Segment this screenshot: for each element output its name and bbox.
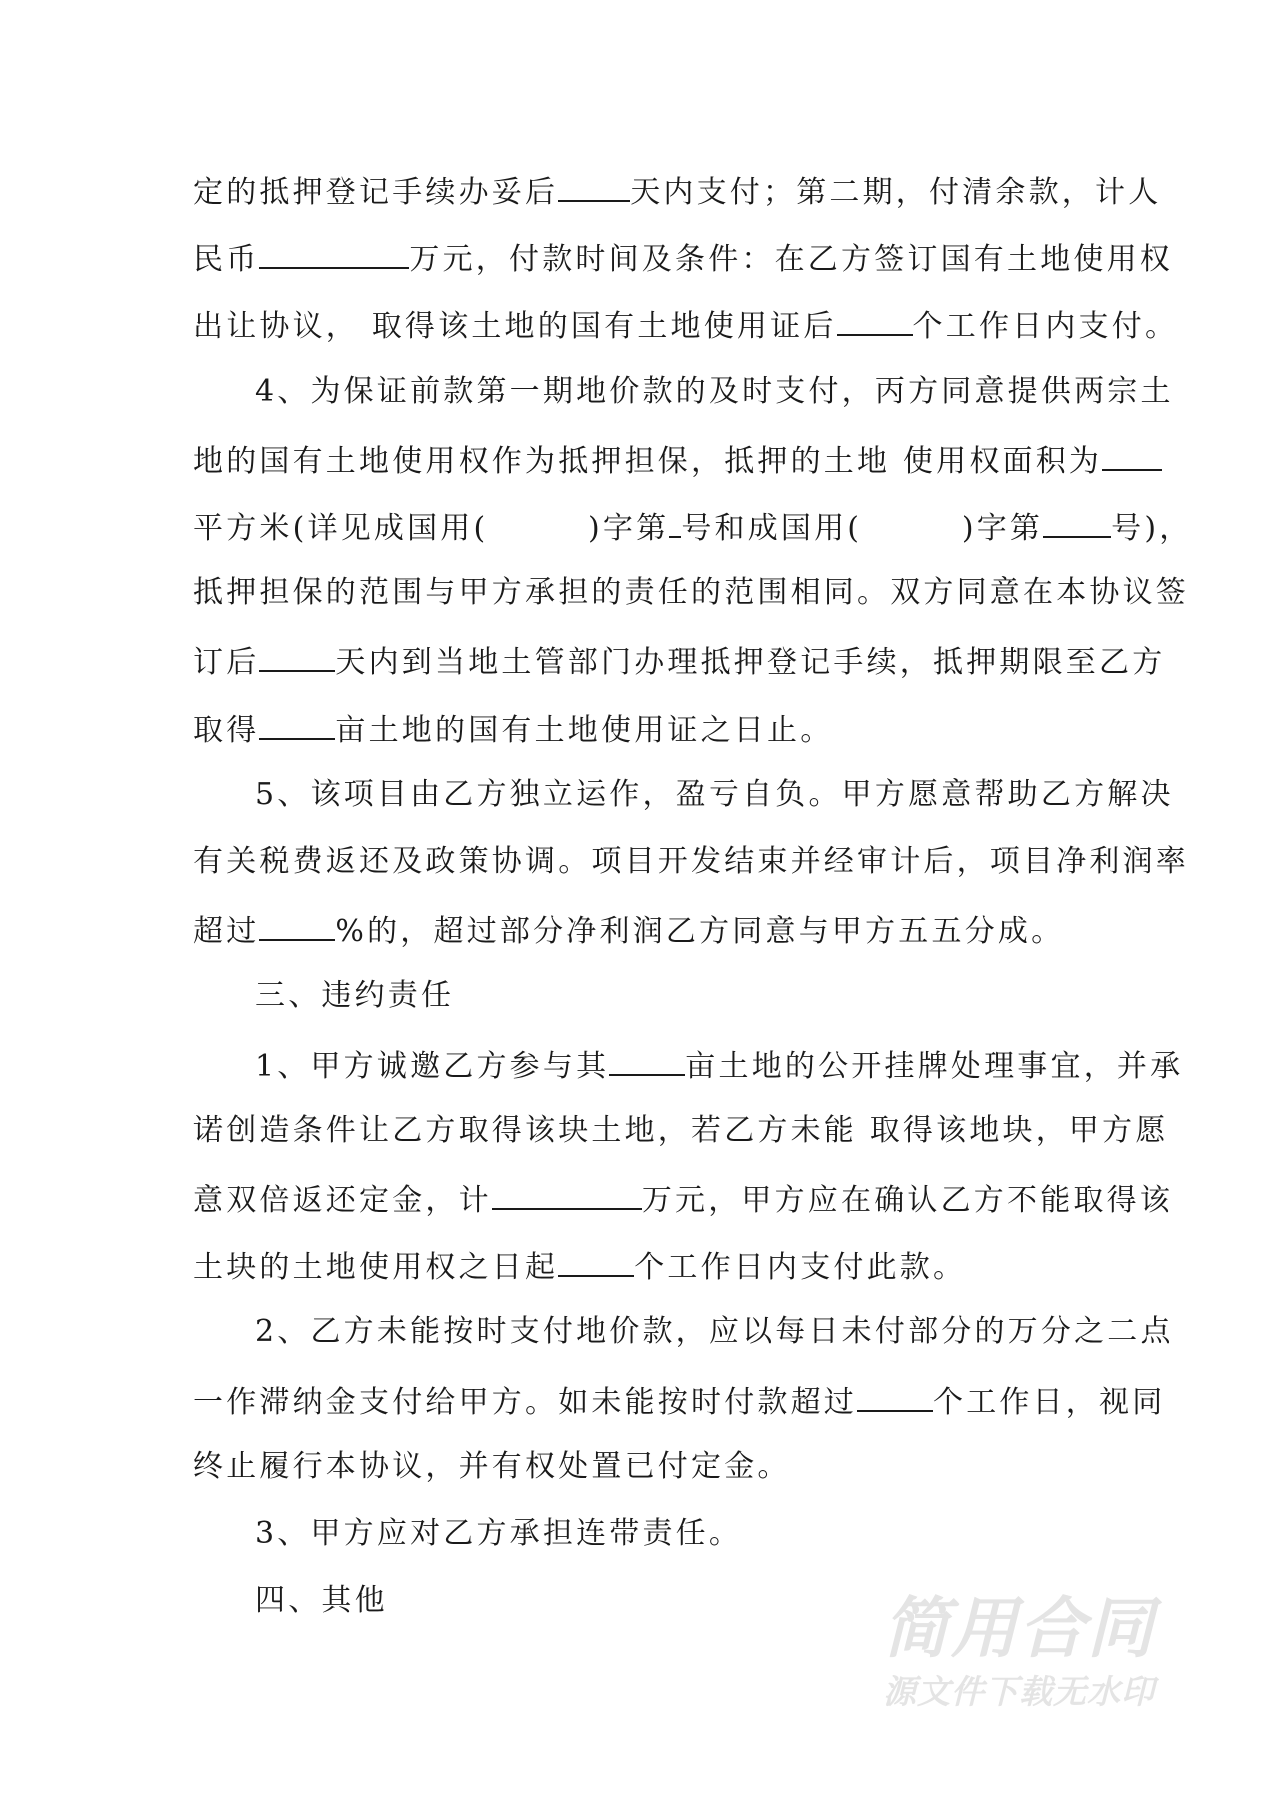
line-text: 抵押担保的范围与甲方承担的责任的范围相同。双方同意在本协议签 xyxy=(193,575,1189,611)
line-text: 亩土地的公开挂牌处理事宜，并承 xyxy=(685,1048,1184,1084)
watermark-subtitle: 源文件下载无水印 xyxy=(883,1672,1155,1711)
line-text: 民币 xyxy=(193,242,260,278)
document-line xyxy=(193,1380,1166,1420)
document-line xyxy=(255,372,1174,412)
document-line xyxy=(193,170,1162,210)
document-line xyxy=(193,506,1193,546)
line-text: 一作滞纳金支付给甲方。如未能按时付款超过 xyxy=(193,1384,857,1420)
line-text: 出让协议， 取得该土地的国有土地使用证后 xyxy=(193,309,837,345)
document-line xyxy=(193,304,1179,345)
document-line xyxy=(193,708,1098,748)
fill-in-blank xyxy=(669,506,681,538)
line-text: %的，超过部分净利润乙方同意与甲方五五分成。 xyxy=(335,914,1065,950)
line-text: 超过 xyxy=(193,914,260,950)
document-line xyxy=(255,1312,1174,1352)
line-text: 3、甲方应对乙方承担连带责任。 xyxy=(255,1516,743,1551)
line-text: 有关税费返还及政策协调。项目开发结束并经审计后，项目净利润率 xyxy=(193,844,1189,879)
line-text: 5、该项目由乙方独立运作，盈亏自负。甲方愿意帮助乙方解决 xyxy=(255,776,1174,812)
line-text: 终止履行本协议，并有权处置已付定金。 xyxy=(193,1448,791,1484)
fill-in-blank xyxy=(857,1380,933,1412)
document-line xyxy=(255,775,1174,815)
line-text: 个工作日内支付此款。 xyxy=(634,1250,967,1286)
line-text: 地的国有土地使用权作为抵押担保，抵押的土地 使用权面积为 xyxy=(193,443,1103,479)
line-text: 4、为保证前款第一期地价款的及时支付，丙方同意提供两宗土 xyxy=(255,373,1174,409)
fill-in-blank xyxy=(259,909,335,941)
document-line xyxy=(255,1044,1184,1084)
document-line xyxy=(193,439,1103,479)
line-text: 平方米(详见成国用( )字第 xyxy=(193,511,670,546)
line-text: 取得 xyxy=(193,712,260,748)
document-line xyxy=(193,573,1189,613)
line-text: 万元，付款时间及条件：在乙方签订国有土地使用权 xyxy=(409,242,1174,278)
document-line xyxy=(255,976,1098,1016)
document-line xyxy=(193,909,1098,949)
fill-in-blank xyxy=(558,1245,634,1277)
line-text: 1、甲方诚邀乙方参与其 xyxy=(255,1048,610,1084)
line-text: 意双倍返还定金，计 xyxy=(193,1183,492,1218)
watermark-title: 简用合同 xyxy=(883,1590,1155,1667)
fill-in-blank xyxy=(1102,439,1162,471)
fill-in-blank xyxy=(837,304,913,336)
line-text: 天内支付；第二期，付清余款，计人 xyxy=(630,175,1162,210)
document-line xyxy=(255,1514,1098,1554)
line-text: 订后 xyxy=(193,645,260,681)
fill-in-blank xyxy=(259,237,409,269)
document-line xyxy=(193,1245,1098,1285)
line-text: 号)， xyxy=(1111,511,1193,546)
document-line xyxy=(193,842,1189,882)
line-text: 定的抵押登记手续办妥后 xyxy=(193,175,559,210)
line-text: 个工作日，视同 xyxy=(933,1384,1166,1420)
document-line xyxy=(193,237,1174,278)
document-line xyxy=(193,1178,1174,1218)
line-text: 四、其他 xyxy=(255,1583,388,1619)
line-text: 亩土地的国有土地使用证之日止。 xyxy=(335,712,834,748)
line-text: 天内到当地土管部门办理抵押登记手续，抵押期限至乙方 xyxy=(335,645,1166,681)
line-text: 土块的土地使用权之日起 xyxy=(193,1250,559,1286)
fill-in-blank xyxy=(492,1178,642,1210)
document-line xyxy=(193,1111,1169,1151)
line-text: 号和成国用( )字第 xyxy=(681,511,1044,546)
line-text: 三、违约责任 xyxy=(255,978,455,1014)
document-line xyxy=(193,1447,1098,1487)
line-text: 诺创造条件让乙方取得该块土地，若乙方未能 取得该地块，甲方愿 xyxy=(193,1112,1169,1148)
fill-in-blank xyxy=(558,170,630,202)
fill-in-blank xyxy=(1043,506,1111,538)
watermark xyxy=(883,1590,1183,1714)
fill-in-blank xyxy=(259,708,335,740)
line-text: 万元，甲方应在确认乙方不能取得该 xyxy=(641,1183,1174,1218)
fill-in-blank xyxy=(609,1044,685,1076)
line-text: 个工作日内支付。 xyxy=(912,309,1179,345)
fill-in-blank xyxy=(259,640,335,672)
line-text: 2、乙方未能按时支付地价款，应以每日未付部分的万分之二点 xyxy=(255,1314,1174,1350)
document-line xyxy=(193,640,1166,681)
